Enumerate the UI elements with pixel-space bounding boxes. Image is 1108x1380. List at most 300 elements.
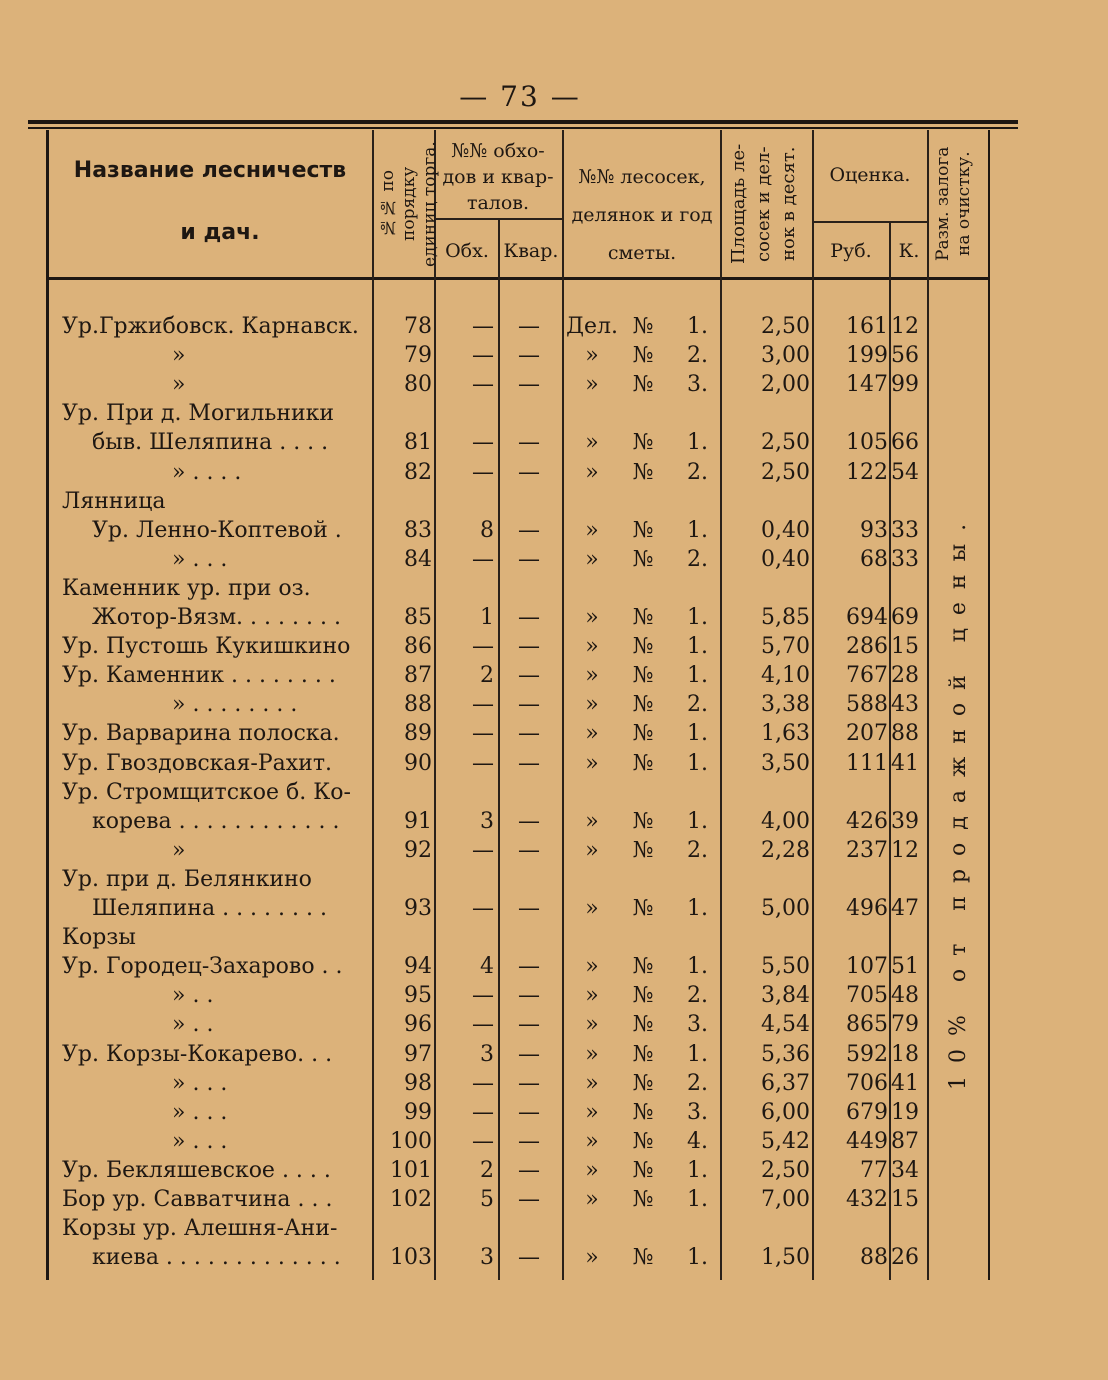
rubles-cell: 286 xyxy=(846,634,888,660)
forest-name-cell: Ур. Гвоздовская-Рахит. xyxy=(62,750,332,776)
lesoseka-pre: » xyxy=(585,954,599,980)
lesoseka-cell xyxy=(566,341,716,370)
lot-number-cell: 84 xyxy=(404,546,432,572)
forest-name-cell: » xyxy=(172,372,186,398)
lesoseka-cell xyxy=(566,952,716,981)
lesoseka-pre: » xyxy=(585,1099,599,1125)
forest-name-cell: Ур. Варварина полоска. xyxy=(62,721,340,747)
lot-number-cell: 80 xyxy=(404,372,432,398)
forest-name-cell: Ур. Стромщитское б. Ко- xyxy=(62,779,351,805)
forest-name-cell: Ур.Гржибовск. Карнавск. xyxy=(62,314,359,339)
lesoseka-cell xyxy=(566,1243,716,1272)
lesoseka-cell xyxy=(566,807,716,836)
forest-name-cell: » xyxy=(172,343,186,369)
lot-number-cell: 98 xyxy=(404,1070,432,1096)
kopecks-cell xyxy=(891,487,925,516)
lesoseka-no: № xyxy=(632,430,654,456)
rubles-cell: 694 xyxy=(846,605,888,630)
rubles-cell: 237 xyxy=(846,837,888,863)
obhod-cell: — xyxy=(472,430,494,456)
forest-name-cell: Лянница xyxy=(62,488,166,514)
header-lesoseki: №№ лесосек, делянок и год сметы. xyxy=(571,166,713,264)
rubles-cell: 88 xyxy=(860,1245,888,1271)
area-cell: 3,84 xyxy=(761,983,810,1009)
forest-name-cell: » . . . . xyxy=(172,459,242,485)
area-cell: 2,28 xyxy=(761,837,810,863)
forest-name-cell: Ур. Каменник . . . . . . . . xyxy=(62,663,336,689)
forest-name-cell: » . . . xyxy=(172,1128,228,1154)
lesoseka-no: № xyxy=(632,808,654,834)
kvartal-cell: — xyxy=(518,1012,540,1038)
lot-number-cell xyxy=(374,399,432,428)
lesoseka-no: № xyxy=(632,663,654,689)
rubles-cell: 588 xyxy=(846,692,888,718)
obhod-cell: — xyxy=(472,1128,494,1154)
rubles-cell: 705 xyxy=(846,983,888,1009)
lesoseka-cell xyxy=(566,1040,716,1069)
kvartal-cell: — xyxy=(518,750,540,776)
kvartal-cell: — xyxy=(518,1245,540,1271)
lesoseka-n: 2. xyxy=(687,983,708,1009)
table-row xyxy=(0,545,1108,574)
kvartal-cell: — xyxy=(518,459,540,485)
table-row xyxy=(0,1040,1108,1069)
kvartal-cell: — xyxy=(518,430,540,456)
kvartal-cell xyxy=(500,778,558,807)
forest-name-cell: Бор ур. Савватчина . . . xyxy=(62,1187,333,1212)
lesoseka-pre: » xyxy=(585,692,599,718)
lot-number-cell xyxy=(374,574,432,603)
lesoseka-pre: » xyxy=(585,750,599,776)
lesoseka-cell xyxy=(566,1069,716,1098)
rubles-cell: 107 xyxy=(846,954,888,980)
lot-number-cell: 90 xyxy=(404,750,432,776)
lesoseka-cell xyxy=(566,574,716,603)
lesoseka-n: 1. xyxy=(687,314,708,339)
table-row xyxy=(0,749,1108,778)
lot-number-cell: 100 xyxy=(390,1128,432,1154)
area-cell xyxy=(722,923,810,952)
rubles-cell xyxy=(814,923,888,952)
table-row xyxy=(0,428,1108,457)
lesoseka-cell xyxy=(566,458,716,487)
lesoseka-no: № xyxy=(632,721,654,747)
kvartal-cell: — xyxy=(518,314,540,339)
lesoseka-cell xyxy=(566,1185,716,1214)
lot-number-cell: 97 xyxy=(404,1041,432,1067)
rubles-cell xyxy=(814,487,888,516)
lot-number-cell xyxy=(374,778,432,807)
lot-number-cell: 86 xyxy=(404,634,432,660)
area-cell: 3,50 xyxy=(761,750,810,776)
kvartal-cell: — xyxy=(518,1128,540,1154)
forest-name-cell: » . . . xyxy=(172,1099,228,1125)
kvartal-cell xyxy=(500,923,558,952)
area-cell: 2,50 xyxy=(761,430,810,456)
rubles-cell: 592 xyxy=(846,1041,888,1067)
lesoseka-cell xyxy=(566,719,716,748)
lesoseka-cell xyxy=(566,370,716,399)
kopecks-cell: 79 xyxy=(891,1012,919,1038)
rubles-cell: 432 xyxy=(846,1187,888,1212)
lesoseka-cell xyxy=(566,923,716,952)
lesoseka-n: 1. xyxy=(687,1187,708,1212)
forest-name-cell: корева . . . . . . . . . . . . xyxy=(92,808,340,834)
lesoseka-n: 2. xyxy=(687,1070,708,1096)
lesoseka-cell xyxy=(566,603,716,632)
rubles-cell: 68 xyxy=(860,546,888,572)
lot-number-cell: 83 xyxy=(404,517,432,543)
kopecks-cell: 18 xyxy=(891,1041,919,1067)
kopecks-cell: 39 xyxy=(891,808,919,834)
obhod-cell: — xyxy=(472,459,494,485)
rubles-cell xyxy=(814,574,888,603)
area-cell: 2,50 xyxy=(761,314,810,339)
table-row xyxy=(0,981,1108,1010)
lesoseka-cell xyxy=(566,312,716,341)
lot-number-cell: 93 xyxy=(404,896,432,921)
forest-name-cell: » . . xyxy=(172,1012,214,1038)
forest-name-cell: Корзы xyxy=(62,925,136,951)
lot-number-cell: 85 xyxy=(404,605,432,630)
forest-name-cell: Корзы ур. Алешня-Ани- xyxy=(62,1216,338,1242)
rubles-cell: 679 xyxy=(846,1099,888,1125)
kopecks-cell: 43 xyxy=(891,692,919,718)
table-row xyxy=(0,1069,1108,1098)
table-row xyxy=(0,1243,1108,1272)
lesoseka-pre: » xyxy=(585,896,599,921)
obhod-cell: 3 xyxy=(480,1041,494,1067)
lesoseka-pre: » xyxy=(585,1157,599,1183)
area-cell xyxy=(722,1214,810,1243)
obhod-cell: — xyxy=(472,692,494,718)
obhod-cell: — xyxy=(472,721,494,747)
table-row xyxy=(0,1214,1108,1243)
lesoseka-no: № xyxy=(632,343,654,369)
table-row xyxy=(0,1127,1108,1156)
kvartal-cell: — xyxy=(518,1070,540,1096)
area-cell: 5,36 xyxy=(761,1041,810,1067)
lesoseka-pre: » xyxy=(585,1041,599,1067)
kvartal-cell: — xyxy=(518,837,540,863)
kopecks-cell: 12 xyxy=(891,837,919,863)
rubles-cell: 77 xyxy=(860,1157,888,1183)
table-row xyxy=(0,312,1108,341)
lot-number-cell xyxy=(374,1214,432,1243)
header-kop: К. xyxy=(898,240,920,262)
lot-number-cell: 87 xyxy=(404,663,432,689)
table-row xyxy=(0,603,1108,632)
forest-name-cell: » . . xyxy=(172,983,214,1009)
kopecks-cell: 66 xyxy=(891,430,919,456)
lot-number-cell: 91 xyxy=(404,808,432,834)
lesoseka-n: 1. xyxy=(687,1245,708,1271)
lot-number-cell xyxy=(374,487,432,516)
kvartal-cell: — xyxy=(518,1099,540,1125)
lesoseka-cell xyxy=(566,690,716,719)
obhod-cell: — xyxy=(472,837,494,863)
forest-name-cell: Ур. Бекляшевское . . . . xyxy=(62,1157,331,1183)
obhod-cell xyxy=(436,865,494,894)
deposit-note: 10% от продажной цены. xyxy=(946,510,971,1090)
rubles-cell: 105 xyxy=(846,430,888,456)
table-row xyxy=(0,487,1108,516)
lesoseka-n: 1. xyxy=(687,808,708,834)
obhod-cell: 8 xyxy=(480,517,494,543)
forest-name-cell: киева . . . . . . . . . . . . . xyxy=(92,1245,341,1271)
lesoseka-cell xyxy=(566,399,716,428)
obhod-cell: 2 xyxy=(480,663,494,689)
lesoseka-pre: » xyxy=(585,1245,599,1271)
lesoseka-n: 1. xyxy=(687,430,708,456)
lesoseka-pre: » xyxy=(585,808,599,834)
table-row xyxy=(0,661,1108,690)
kopecks-cell xyxy=(891,574,925,603)
lesoseka-cell xyxy=(566,981,716,1010)
area-cell: 4,54 xyxy=(761,1012,810,1038)
area-cell: 5,42 xyxy=(761,1128,810,1154)
lesoseka-cell xyxy=(566,1127,716,1156)
kopecks-cell: 41 xyxy=(891,1070,919,1096)
kopecks-cell: 99 xyxy=(891,372,919,398)
area-cell: 2,00 xyxy=(761,372,810,398)
obhod-cell: 1 xyxy=(480,605,494,630)
area-cell: 5,50 xyxy=(761,954,810,980)
forest-name-cell: Ур. Корзы-Кокарево. . . xyxy=(62,1041,333,1067)
lesoseka-cell xyxy=(566,1214,716,1243)
lesoseka-pre: Дел. xyxy=(566,314,618,339)
rubles-cell xyxy=(814,1214,888,1243)
lesoseka-n: 2. xyxy=(687,837,708,863)
forest-name-cell: Ур. При д. Могильники xyxy=(62,401,335,427)
rubles-cell: 161 xyxy=(846,314,888,339)
top-rule xyxy=(28,120,1018,124)
lesoseka-no: № xyxy=(632,459,654,485)
table-row xyxy=(0,370,1108,399)
header-obh: Обх. xyxy=(445,240,489,262)
lesoseka-n: 3. xyxy=(687,1099,708,1125)
area-cell: 5,00 xyxy=(761,896,810,921)
rubles-cell: 706 xyxy=(846,1070,888,1096)
rubles-cell: 496 xyxy=(846,896,888,921)
kvartal-cell xyxy=(500,487,558,516)
kopecks-cell xyxy=(891,1214,925,1243)
kopecks-cell: 34 xyxy=(891,1157,919,1183)
header-bottom-rule xyxy=(46,277,990,280)
lesoseka-n: 2. xyxy=(687,546,708,572)
kopecks-cell xyxy=(891,865,925,894)
lot-number-cell: 81 xyxy=(404,430,432,456)
kvartal-cell: — xyxy=(518,605,540,630)
table-row xyxy=(0,516,1108,545)
lesoseka-n: 2. xyxy=(687,459,708,485)
lot-number-cell: 96 xyxy=(404,1012,432,1038)
lesoseka-pre: » xyxy=(585,546,599,572)
lesoseka-cell xyxy=(566,1156,716,1185)
kopecks-cell: 26 xyxy=(891,1245,919,1271)
kvartal-cell xyxy=(500,574,558,603)
lesoseka-no: № xyxy=(632,1012,654,1038)
lesoseka-pre: » xyxy=(585,372,599,398)
kopecks-cell: 33 xyxy=(891,517,919,543)
lot-number-cell: 95 xyxy=(404,983,432,1009)
lesoseka-no: № xyxy=(632,1070,654,1096)
table-row xyxy=(0,836,1108,865)
forest-name-cell: Ур. Пустошь Кукишкино xyxy=(62,634,351,660)
obhod-cell: — xyxy=(472,372,494,398)
lesoseka-pre: » xyxy=(585,1128,599,1154)
kopecks-cell: 51 xyxy=(891,954,919,980)
lesoseka-cell xyxy=(566,487,716,516)
obhod-cell: 2 xyxy=(480,1157,494,1183)
rubles-cell: 111 xyxy=(846,750,888,776)
obhod-cell xyxy=(436,574,494,603)
forest-name-cell: Ур. Ленно-Коптевой . xyxy=(92,517,342,543)
area-cell: 1,50 xyxy=(761,1245,810,1271)
area-cell: 6,37 xyxy=(761,1070,810,1096)
lesoseka-cell xyxy=(566,778,716,807)
lesoseka-cell xyxy=(566,428,716,457)
area-cell: 5,70 xyxy=(761,634,810,660)
lot-number-cell: 92 xyxy=(404,837,432,863)
lot-number-cell: 94 xyxy=(404,954,432,980)
lesoseka-n: 2. xyxy=(687,343,708,369)
lesoseka-pre: » xyxy=(585,1070,599,1096)
table-row xyxy=(0,574,1108,603)
forest-name-cell: Жотор-Вязм. . . . . . . . xyxy=(92,605,341,630)
lesoseka-cell xyxy=(566,836,716,865)
lesoseka-pre: » xyxy=(585,430,599,456)
lesoseka-no: № xyxy=(632,1041,654,1067)
kopecks-cell: 15 xyxy=(891,1187,919,1212)
lot-number-cell: 102 xyxy=(390,1187,432,1212)
lot-number-cell: 82 xyxy=(404,459,432,485)
lesoseka-no: № xyxy=(632,1099,654,1125)
forest-name-cell: » . . . xyxy=(172,546,228,572)
obhod-cell: — xyxy=(472,1012,494,1038)
lesoseka-n: 4. xyxy=(687,1128,708,1154)
table-row xyxy=(0,952,1108,981)
lot-number-cell: 99 xyxy=(404,1099,432,1125)
kopecks-cell: 12 xyxy=(891,314,919,339)
table-row xyxy=(0,865,1108,894)
header-name-line2: и дач. xyxy=(180,220,260,245)
page-number: — 73 — xyxy=(459,80,581,113)
kvartal-cell: — xyxy=(518,1041,540,1067)
lesoseka-n: 3. xyxy=(687,1012,708,1038)
rubles-cell xyxy=(814,399,888,428)
kvartal-cell: — xyxy=(518,1187,540,1212)
lesoseka-cell xyxy=(566,749,716,778)
area-cell: 2,50 xyxy=(761,459,810,485)
lesoseka-no: № xyxy=(632,1128,654,1154)
table-row xyxy=(0,1010,1108,1039)
lesoseka-n: 1. xyxy=(687,1041,708,1067)
lesoseka-n: 1. xyxy=(687,721,708,747)
table-row xyxy=(0,458,1108,487)
lesoseka-pre: » xyxy=(585,634,599,660)
kvartal-cell: — xyxy=(518,896,540,921)
forest-name-cell: » xyxy=(172,837,186,863)
lesoseka-no: № xyxy=(632,517,654,543)
table-row xyxy=(0,1185,1108,1214)
area-cell: 5,85 xyxy=(761,605,810,630)
lesoseka-pre: » xyxy=(585,459,599,485)
lesoseka-pre: » xyxy=(585,721,599,747)
lesoseka-n: 1. xyxy=(687,750,708,776)
lesoseka-cell xyxy=(566,545,716,574)
table-row xyxy=(0,399,1108,428)
obhod-cell: — xyxy=(472,546,494,572)
kvartal-cell xyxy=(500,865,558,894)
table-row xyxy=(0,341,1108,370)
kopecks-cell: 33 xyxy=(891,546,919,572)
lesoseka-no: № xyxy=(632,837,654,863)
lesoseka-cell xyxy=(566,1098,716,1127)
area-cell: 0,40 xyxy=(761,517,810,543)
area-cell xyxy=(722,865,810,894)
rubles-cell: 147 xyxy=(846,372,888,398)
forest-name-cell: быв. Шеляпина . . . . xyxy=(92,430,329,456)
kvartal-cell xyxy=(500,399,558,428)
sub-header-rule xyxy=(434,218,562,220)
header-kvar: Квар. xyxy=(503,240,559,262)
lesoseka-cell xyxy=(566,632,716,661)
lesoseka-n: 1. xyxy=(687,1157,708,1183)
kopecks-cell: 19 xyxy=(891,1099,919,1125)
forest-name-cell: Каменник ур. при оз. xyxy=(62,575,311,601)
kopecks-cell: 41 xyxy=(891,750,919,776)
lesoseka-cell xyxy=(566,1010,716,1039)
lesoseka-n: 1. xyxy=(687,896,708,921)
lesoseka-pre: » xyxy=(585,1012,599,1038)
area-cell: 4,10 xyxy=(761,663,810,689)
lesoseka-no: № xyxy=(632,1245,654,1271)
area-cell xyxy=(722,399,810,428)
rubles-cell: 865 xyxy=(846,1012,888,1038)
kvartal-cell: — xyxy=(518,663,540,689)
kopecks-cell: 48 xyxy=(891,983,919,1009)
lot-number-cell: 78 xyxy=(404,314,432,339)
kvartal-cell: — xyxy=(518,983,540,1009)
lesoseka-no: № xyxy=(632,896,654,921)
kvartal-cell: — xyxy=(518,517,540,543)
area-cell: 3,38 xyxy=(761,692,810,718)
forest-name-cell: Ур. при д. Белянкино xyxy=(62,866,312,892)
forest-name-cell: Шеляпина . . . . . . . . xyxy=(92,896,327,921)
kopecks-cell: 69 xyxy=(891,605,919,630)
lot-number-cell xyxy=(374,923,432,952)
obhod-cell: 4 xyxy=(480,954,494,980)
lesoseka-no: № xyxy=(632,750,654,776)
lesoseka-no: № xyxy=(632,546,654,572)
sub-header-rule xyxy=(812,221,927,223)
table-row xyxy=(0,778,1108,807)
lesoseka-no: № xyxy=(632,692,654,718)
header-name-line1: Название лесничеств xyxy=(73,158,347,183)
header-area: Площадь ле-сосек и дел-нок в десят. xyxy=(728,143,799,265)
obhod-cell xyxy=(436,1214,494,1243)
top-rule-thin xyxy=(28,127,1018,129)
lesoseka-cell xyxy=(566,894,716,923)
rubles-cell: 767 xyxy=(846,663,888,689)
lesoseka-n: 2. xyxy=(687,692,708,718)
forest-name-cell: Ур. Городец-Захарово . . xyxy=(62,954,343,980)
area-cell: 7,00 xyxy=(761,1187,810,1212)
lesoseka-no: № xyxy=(632,1187,654,1212)
lesoseka-no: № xyxy=(632,1157,654,1183)
obhod-cell: — xyxy=(472,896,494,921)
